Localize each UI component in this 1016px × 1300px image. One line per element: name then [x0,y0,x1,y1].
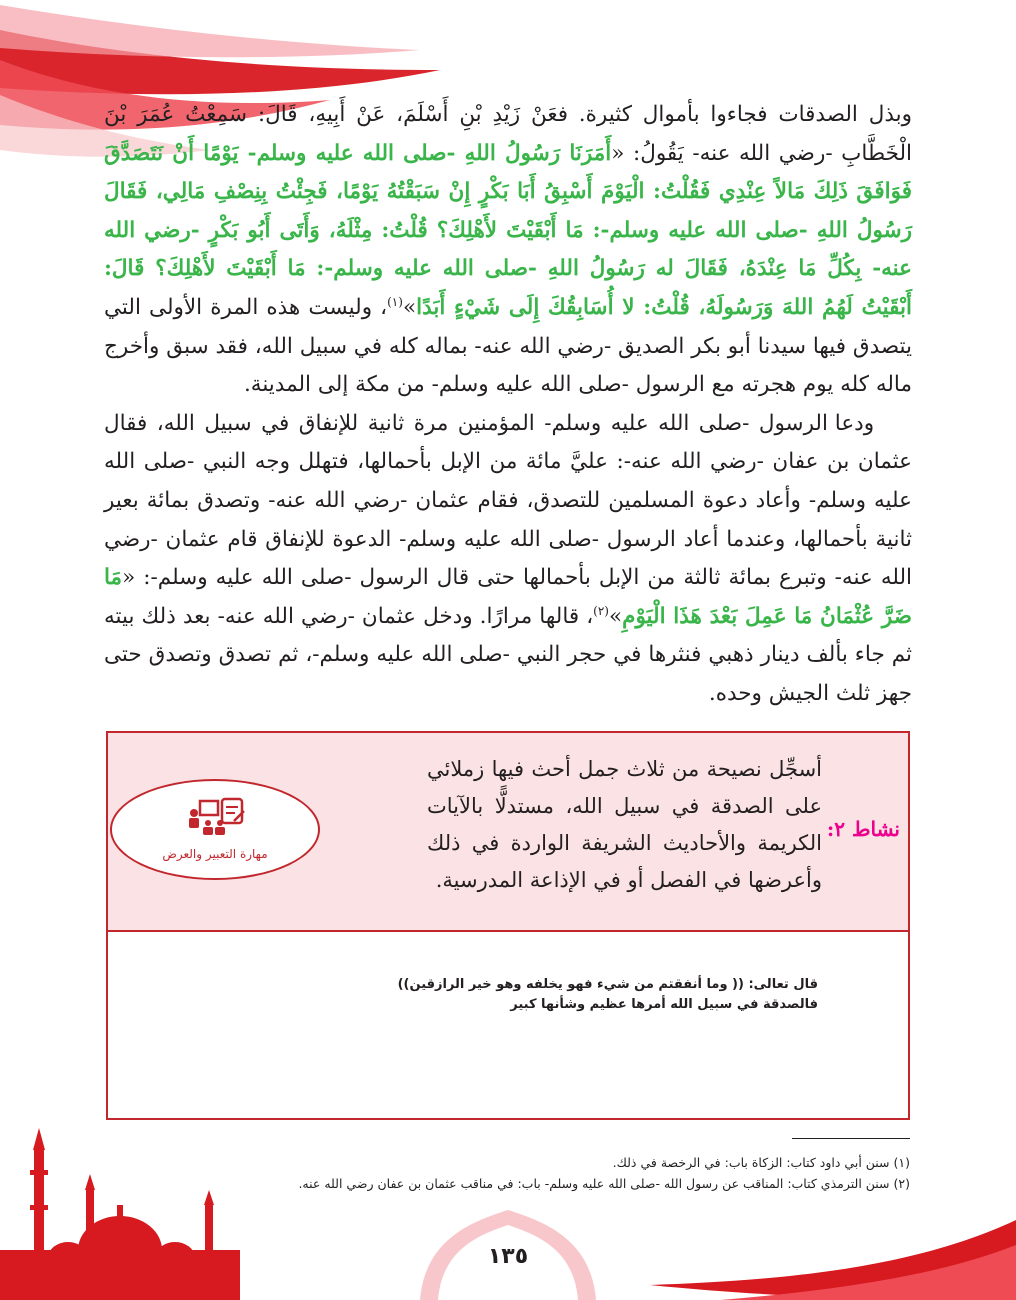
footnote-divider [792,1138,910,1139]
bottom-ribbon-decoration [650,1220,1016,1300]
footnote-ref-2[interactable]: (٢) [593,603,609,618]
footnote-2: (٢) سنن الترمذي كتاب: المناقب عن رسول الله -صلى الله عليه وسلم- باب: في مناقب عثمان بن عفان رضي الله عنه. [298,1176,910,1191]
hadith-quote-2: مَا ضَرَّ عُثْمَانُ مَا عَمِلَ بَعْدَ هَذَا الْيَوْمِ [104,565,912,629]
activity-instructions: أسجِّل نصيحة من ثلاث جمل أحث فيها زملائي على الصدقة في سبيل الله، مستدلًّا بالآيات الكريمة والأحاديث الشريفة الواردة في ذلك وأعرضها في الفصل أو في الإذاعة المدرسية. [427,757,822,892]
footnote-ref-1[interactable]: (١) [387,294,403,309]
paragraph-2 [104,405,912,714]
paragraph-1-intro: وبذل الصدقات فجاءوا بأموال كثيرة. فعَنْ زَيْدِ بْنِ أَسْلَمَ، عَنْ أَبِيهِ، قَالَ: سَمِعْتُ عُمَرَ بْنَ الْخَطَّابِ -رضي الله عنه- يَقُولُ: « [104,102,912,166]
paragraph-1-rest: ، وليست هذه المرة الأولى التي يتصدق فيها سيدنا أبو بكر الصديق -رضي الله عنه- بماله كله في سبيل الله، فقد سبق وأخرج ماله كله يوم هجرته مع الرسول -صلى الله عليه وسلم- من مكة إلى المدينة. [104,294,912,398]
skill-badge [110,779,320,880]
mosque-silhouette-decoration [0,1128,240,1300]
footnote-1: (١) سنن أبي داود كتاب: الزكاة باب: في الرخصة في ذلك. [612,1155,910,1170]
hadith-quote-1: أَمَرَنَا رَسُولُ اللهِ -صلى الله عليه وسلم- يَوْمًا أَنْ نَتَصَدَّقَ فَوَافَقَ ذَلِكَ مَالاً عِنْدِي فَقُلْتُ: الْيَوْمَ أَسْبِقُ أَبَا بَكْرٍ إِنْ سَبَقْتُهُ يَوْمًا، فَجِئْتُ بِنِصْفِ مَالِي، فَقَالَ رَسُولُ اللهِ -صلى الله عليه وسلم-: مَا أَبْقَيْتَ لأَهْلِكَ؟ قُلْتُ: مِثْلَهُ، وَأَتَى أَبُو بَكْرٍ -رضي الله عنه- بِكُلِّ مَا عِنْدَهُ، فَقَالَ له رَسُولُ اللهِ -صلى الله عليه وسلم-: مَا أَبْقَيْتَ لأَهْلِكَ؟ قَالَ: أَبْقَيْتُ لَهُمُ اللهَ وَرَسُولَهُ، قُلْتُ: لا أُسَابِقُكَ إِلَى شَيْءٍ أَبَدًا [104,140,912,320]
paragraph-2-intro: ودعا الرسول -صلى الله عليه وسلم- المؤمنين مرة ثانية للإنفاق في سبيل الله، فقال عثمان بن عفان -رضي الله عنه-: عليَّ مائة من الإبل بأحمالها، فتهلل وجه النبي -صلى الله عليه وسلم- وأعاد دعوة المسلمين للتصدق، فقام عثمان -رضي الله عنه- وتصدق بمائة بعير ثانية بأحمالها، وعندما أعاد الرسول -صلى الله عليه وسلم- الدعوة للإنفاق قام عثمان -رضي الله عنه- وتبرع بمائة ثالثة من الإبل بأحمالها حتى قال الرسول -صلى الله عليه وسلم-: « [104,410,912,591]
footnotes [298,1152,910,1194]
activity-label: نشاط ٢: [826,817,900,841]
page-number: ١٣٥ [487,1244,529,1269]
presentation-icon [188,795,248,839]
hadith-quote-1-close: » [402,294,417,320]
activity-prompt-panel [108,733,908,932]
main-body-text [104,96,912,714]
paragraph-1 [104,96,912,405]
answer-line-2: فالصدقة في سبيل الله أمرها عظيم وشأنها كبير [510,997,818,1012]
activity-box [106,731,910,1120]
skill-label: مهارة التعبير والعرض [162,847,268,861]
paragraph-2-rest: ، قالها مرارًا. ودخل عثمان -رضي الله عنه- بعد ذلك بيته ثم جاء بألف دينار ذهبي فنثرها في حجر النبي -صلى الله عليه وسلم-، ثم تصدق وتصدق حتى جهز ثلث الجيش وحده. [104,603,912,706]
activity-answer [398,975,818,1015]
hadith-quote-2-close: » [608,603,623,629]
answer-line-1: قال تعالى: (( وما أنفقتم من شيء فهو يخلفه وهو خير الرازقين)) [397,977,818,992]
